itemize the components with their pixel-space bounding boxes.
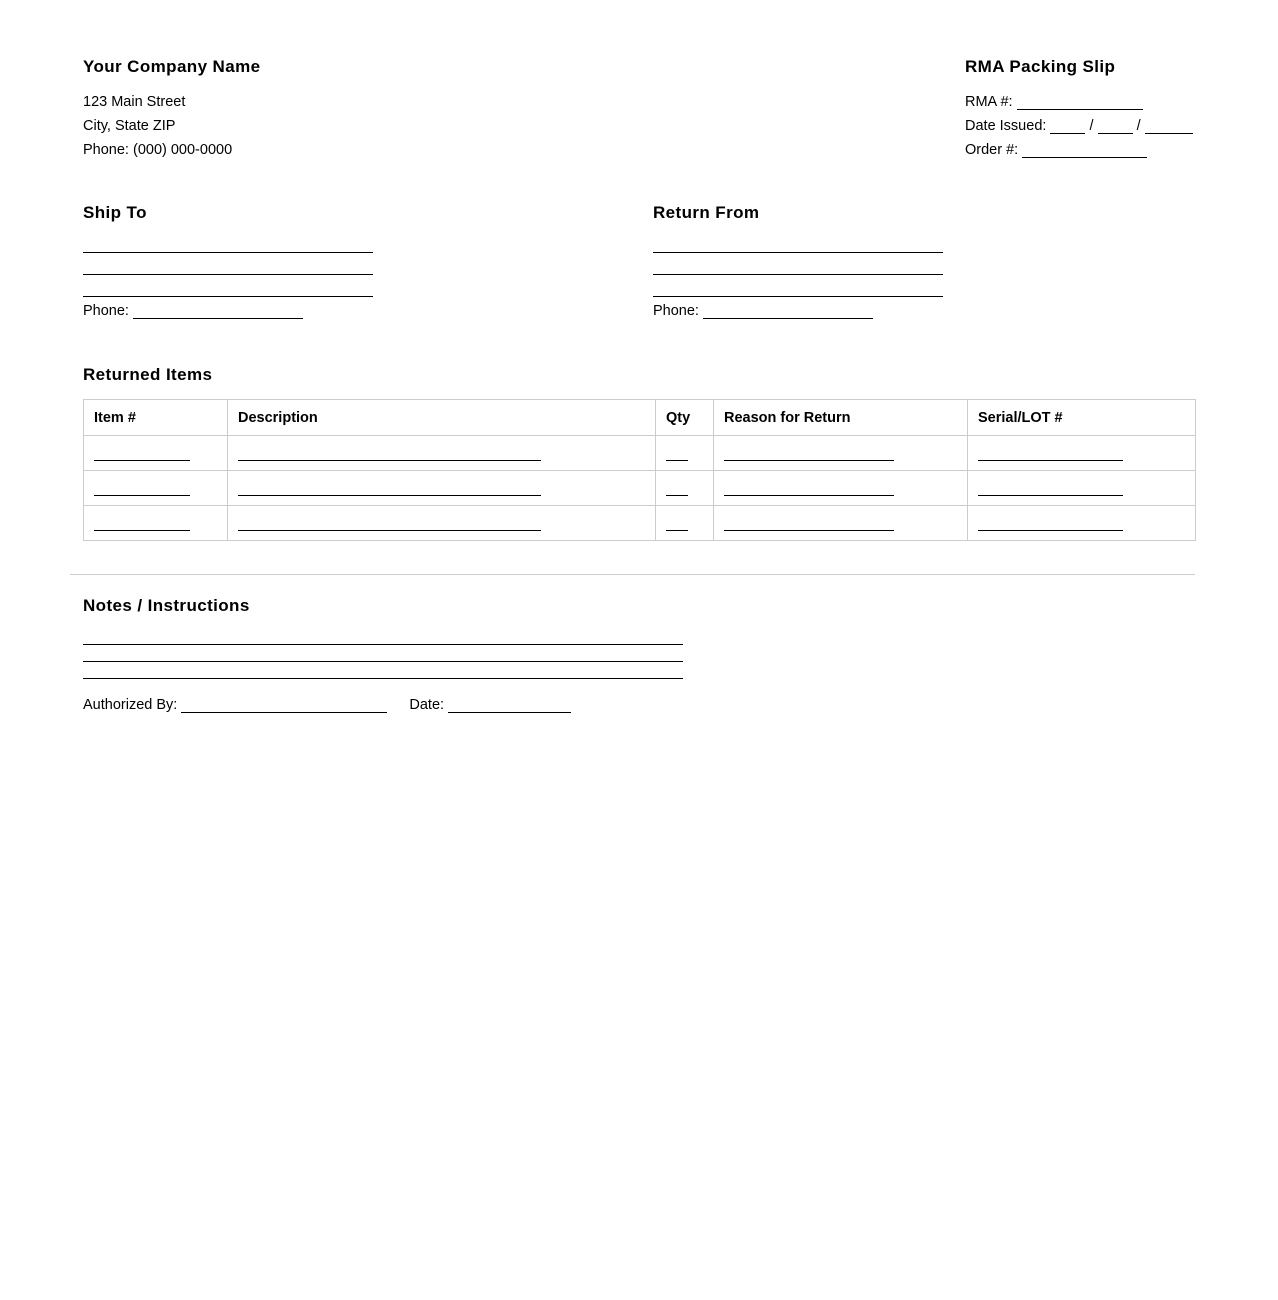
return-from-blank-line-2 [653,253,943,275]
serial-lot-blank-line [978,451,1123,461]
returned-items-section [83,365,1195,541]
item-number-blank-line [94,521,190,531]
description-blank-line [238,486,541,496]
return-from-blank-line-1 [653,231,943,253]
ship-to-lines [83,231,373,297]
rma-packing-slip-document [83,0,1195,717]
item-number-cell [84,471,228,506]
return-from-blank-line-3 [653,275,943,297]
order-number-label: Order #: [965,142,1019,158]
returned-items-table-body [84,436,1196,541]
reason-cell [714,471,968,506]
item-number-cell [84,436,228,471]
company-phone: Phone: (000) 000-0000 [83,142,233,158]
authorization-date-blank-line [448,699,571,713]
qty-cell [656,506,714,541]
returned-items-table-header [84,400,1196,436]
reason-cell [714,436,968,471]
item-number-cell [84,506,228,541]
authorized-by-label: Authorized By: [83,697,178,713]
ship-to-title: Ship To [83,203,147,222]
column-header-item-number: Item # [84,400,228,436]
serial-lot-cell [968,436,1196,471]
authorized-by-blank-line [181,699,387,713]
date-separator: / [1089,118,1094,134]
document-title: RMA Packing Slip [965,57,1116,76]
ship-to-blank-line-3 [83,275,373,297]
notes-blank-line [83,628,683,645]
ship-to-phone-blank-line [133,305,303,319]
notes-lines [83,628,683,679]
returned-items-table [83,399,1196,541]
section-divider [70,574,1195,575]
reason-cell [714,506,968,541]
qty-blank-line [666,451,688,461]
reason-blank-line [724,451,894,461]
returned-items-title: Returned Items [83,365,213,384]
table-header-row [84,400,1196,436]
table-row [84,506,1196,541]
company-block [83,57,260,162]
return-from-section [653,203,1195,323]
notes-section [83,596,1195,679]
table-row [84,436,1196,471]
date-year-blank-line [1145,120,1193,134]
company-name: Your Company Name [83,57,261,76]
qty-blank-line [666,486,688,496]
reason-blank-line [724,486,894,496]
description-cell [228,471,656,506]
ship-to-blank-line-1 [83,231,373,253]
authorization-date-label: Date: [409,697,445,713]
description-blank-line [238,521,541,531]
date-issued-row [965,114,1195,138]
column-header-serial-lot: Serial/LOT # [968,400,1196,436]
date-separator: / [1136,118,1141,134]
order-number-row [965,138,1195,162]
item-number-blank-line [94,451,190,461]
table-row [84,471,1196,506]
return-from-phone-blank-line [703,305,873,319]
date-month-blank-line [1050,120,1085,134]
address-sections [83,203,1195,323]
rma-info-block [965,57,1195,162]
rma-fields [965,90,1195,162]
return-from-title: Return From [653,203,760,222]
column-header-reason: Reason for Return [714,400,968,436]
notes-title: Notes / Instructions [83,596,250,615]
qty-cell [656,436,714,471]
qty-cell [656,471,714,506]
item-number-blank-line [94,486,190,496]
notes-blank-line [83,662,683,679]
description-cell [228,436,656,471]
serial-lot-blank-line [978,486,1123,496]
document-header [83,57,1195,162]
rma-number-row [965,90,1195,114]
company-address-line2: City, State ZIP [83,118,176,134]
serial-lot-blank-line [978,521,1123,531]
ship-to-blank-line-2 [83,253,373,275]
company-address-line1: 123 Main Street [83,94,186,110]
column-header-description: Description [228,400,656,436]
description-cell [228,506,656,541]
serial-lot-cell [968,506,1196,541]
order-number-blank-line [1022,144,1147,158]
company-address [83,90,260,162]
reason-blank-line [724,521,894,531]
column-header-qty: Qty [656,400,714,436]
rma-number-label: RMA #: [965,94,1013,110]
qty-blank-line [666,521,688,531]
date-day-blank-line [1098,120,1133,134]
return-from-phone-row [653,299,1195,323]
serial-lot-cell [968,471,1196,506]
rma-number-blank-line [1017,96,1143,110]
return-from-phone-label: Phone: [653,303,699,319]
description-blank-line [238,451,541,461]
date-issued-label: Date Issued: [965,118,1047,134]
ship-to-section [83,203,653,323]
authorization-row [83,693,1195,717]
notes-blank-line [83,645,683,662]
ship-to-phone-row [83,299,653,323]
return-from-lines [653,231,943,297]
ship-to-phone-label: Phone: [83,303,129,319]
